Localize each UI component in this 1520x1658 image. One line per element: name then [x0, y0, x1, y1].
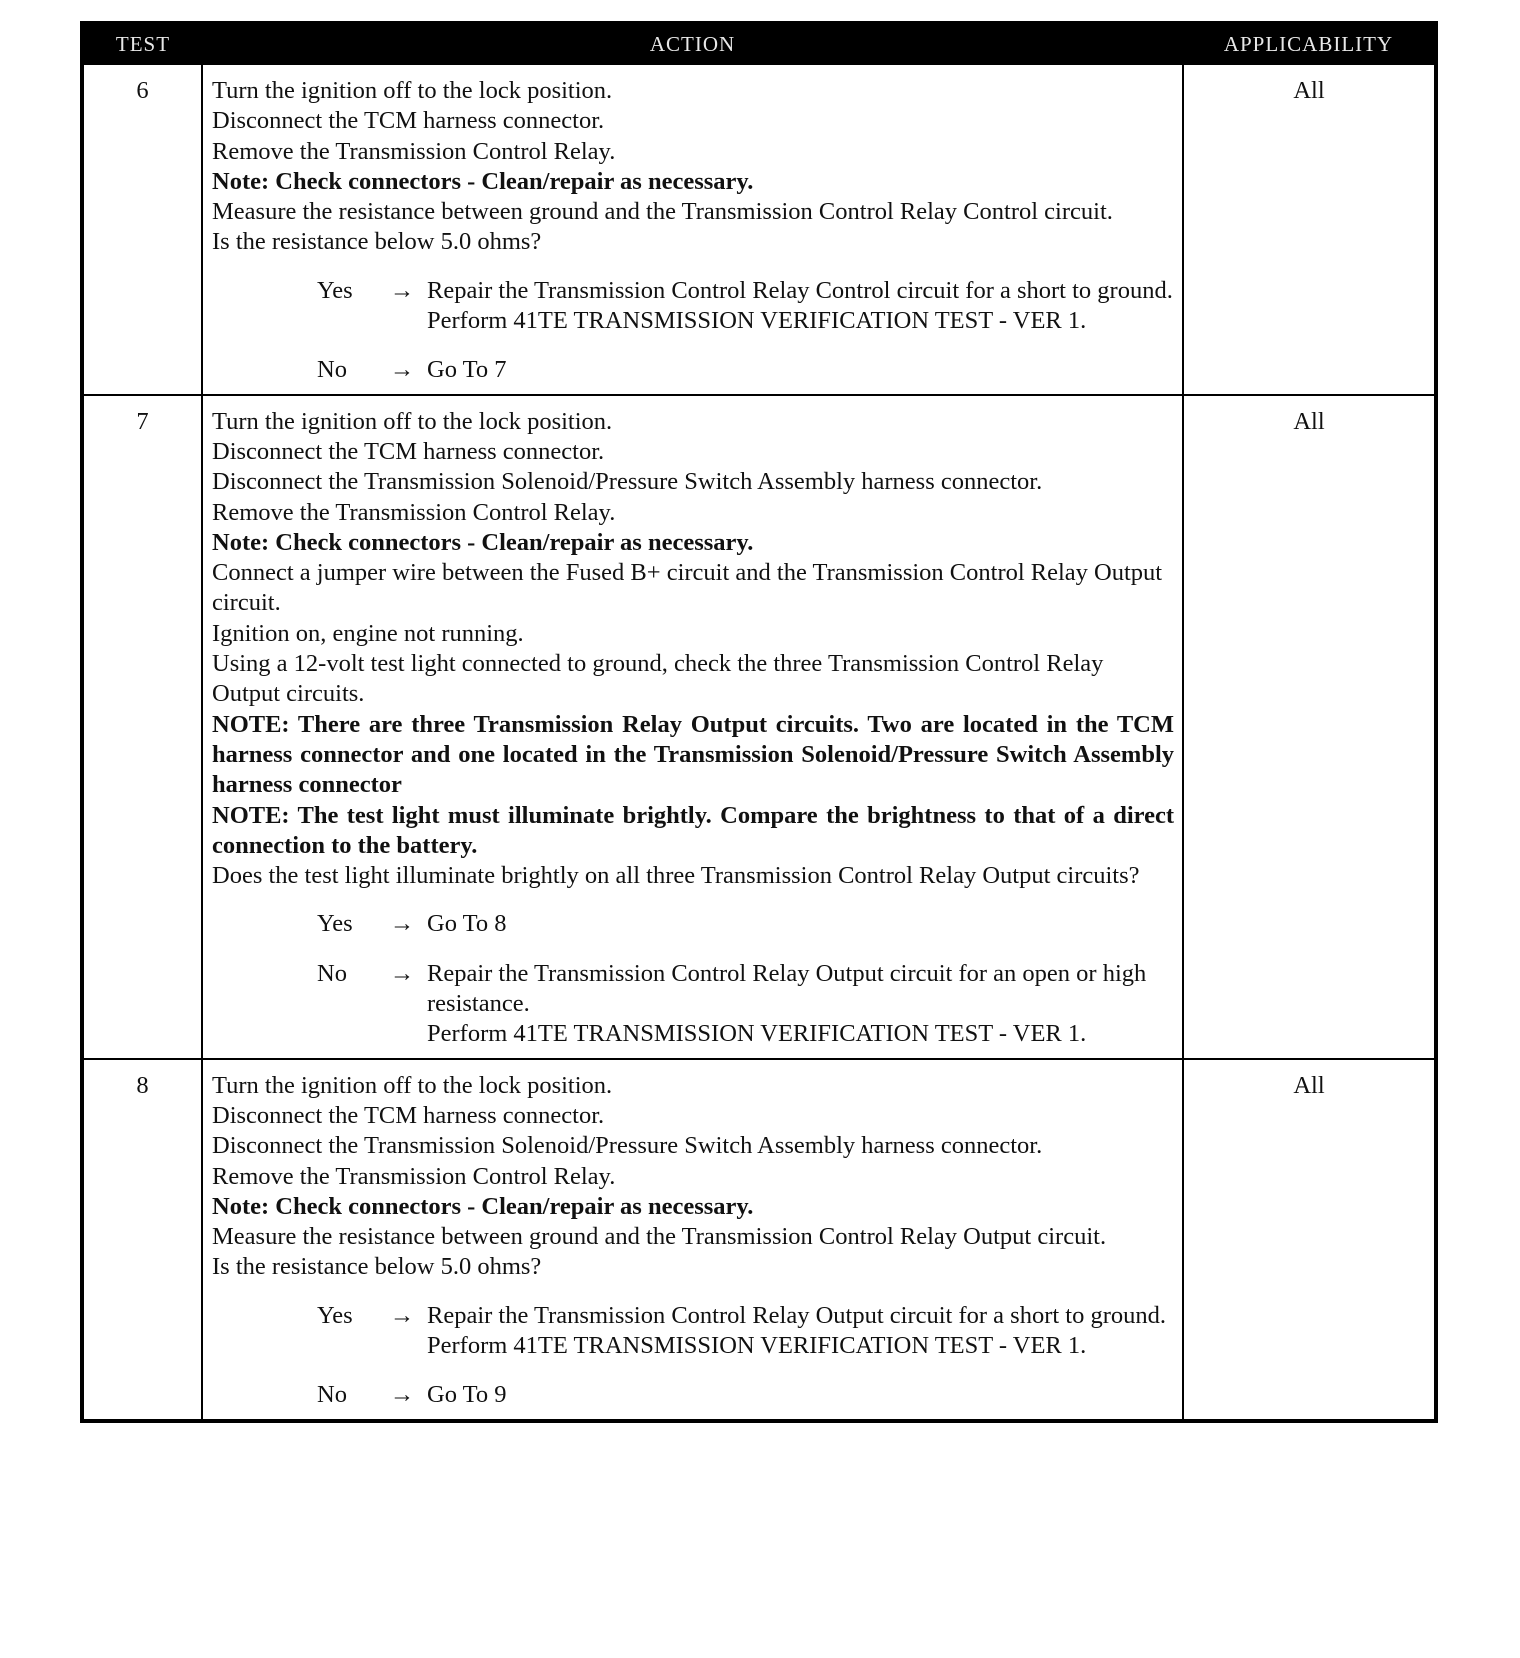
answer-label: No — [317, 356, 347, 384]
answer-label: Yes — [317, 910, 353, 938]
arrow-icon: → — [389, 1301, 415, 1329]
answer-text — [427, 276, 1174, 337]
action-question: Does the test light illuminate brightly on all three Transmission Control Relay Output circuits? — [212, 862, 1140, 890]
action-step: Remove the Transmission Control Relay. — [212, 137, 616, 165]
action-cell — [202, 1059, 1183, 1421]
action-step: Measure the resistance between ground and the Transmission Control Relay Output circuit. — [212, 1223, 1107, 1251]
action-step: Ignition on, engine not running. — [212, 619, 524, 647]
answer-line: Go To 7 — [427, 356, 507, 384]
answer-text — [427, 1380, 1174, 1410]
action-cell — [202, 395, 1183, 1059]
answer-list — [212, 276, 1174, 386]
test-number: 7 — [82, 395, 202, 1059]
answer-line: Repair the Transmission Control Relay Control circuit for a short to ground. — [427, 276, 1173, 304]
action-step: Disconnect the TCM harness connector. — [212, 437, 605, 465]
applicability-value: All — [1183, 395, 1436, 1059]
applicability-value: All — [1183, 64, 1436, 395]
test-number: 6 — [82, 64, 202, 395]
arrow-icon: → — [389, 276, 415, 304]
action-step: Connect a jumper wire between the Fused B+ circuit and the Transmission Control Relay Output circuit. — [212, 559, 1163, 617]
action-question: Is the resistance below 5.0 ohms? — [212, 1253, 542, 1281]
action-step: Remove the Transmission Control Relay. — [212, 1162, 616, 1190]
table-row — [82, 1059, 1436, 1421]
answer-yes — [212, 909, 1174, 939]
action-step: Disconnect the TCM harness connector. — [212, 1101, 605, 1129]
answer-line: Perform 41TE TRANSMISSION VERIFICATION TEST - VER 1. — [427, 1020, 1087, 1048]
action-note: Note: Check connectors - Clean/repair as necessary. — [212, 528, 754, 556]
action-step: Turn the ignition off to the lock position. — [212, 407, 613, 435]
answer-no — [212, 355, 1174, 385]
action-cell — [202, 64, 1183, 395]
answer-line: Repair the Transmission Control Relay Output circuit for a short to ground. — [427, 1301, 1167, 1329]
answer-text — [427, 909, 1174, 939]
arrow-icon: → — [389, 356, 415, 384]
arrow-icon: → — [389, 959, 415, 987]
action-step: Disconnect the Transmission Solenoid/Pressure Switch Assembly harness connector. — [212, 1132, 1043, 1160]
action-note: Note: Check connectors - Clean/repair as necessary. — [212, 1192, 754, 1220]
arrow-icon: → — [389, 1381, 415, 1409]
action-step: Remove the Transmission Control Relay. — [212, 498, 616, 526]
answer-text — [427, 355, 1174, 385]
header-test: TEST — [82, 23, 202, 64]
action-step: Disconnect the Transmission Solenoid/Pressure Switch Assembly harness connector. — [212, 468, 1043, 496]
header-applicability: APPLICABILITY — [1183, 23, 1436, 64]
answer-line: Perform 41TE TRANSMISSION VERIFICATION TEST - VER 1. — [427, 1331, 1087, 1359]
answer-line: Perform 41TE TRANSMISSION VERIFICATION TEST - VER 1. — [427, 307, 1087, 335]
answer-line: Repair the Transmission Control Relay Output circuit for an open or high resistance. — [427, 959, 1147, 1018]
action-step: Disconnect the TCM harness connector. — [212, 107, 605, 135]
answer-list — [212, 909, 1174, 1049]
answer-no — [212, 1380, 1174, 1410]
action-note: NOTE: There are three Transmission Relay Output circuits. Two are located in the TCM harness connector and one located in the Transmission Solenoid/Pressure Switch Assembly harness connector — [212, 710, 1174, 799]
answer-line: Go To 8 — [427, 910, 507, 938]
action-question: Is the resistance below 5.0 ohms? — [212, 228, 542, 256]
answer-label: No — [317, 1381, 347, 1409]
answer-list — [212, 1301, 1174, 1411]
answer-label: Yes — [317, 276, 353, 304]
answer-label: Yes — [317, 1301, 353, 1329]
answer-line: Go To 9 — [427, 1381, 507, 1409]
answer-yes — [212, 276, 1174, 337]
answer-yes — [212, 1301, 1174, 1362]
answer-label: No — [317, 959, 347, 987]
action-step: Using a 12-volt test light connected to ground, check the three Transmission Control Relay Output circuits. — [212, 650, 1104, 708]
action-step: Turn the ignition off to the lock position. — [212, 77, 613, 104]
test-number: 8 — [82, 1059, 202, 1421]
action-note: NOTE: The test light must illuminate brightly. Compare the brightness to that of a direct connection to the battery. — [212, 801, 1174, 859]
table-header-row — [82, 23, 1436, 64]
answer-no — [212, 959, 1174, 1050]
applicability-value: All — [1183, 1059, 1436, 1421]
table-row — [82, 64, 1436, 395]
action-step: Turn the ignition off to the lock position. — [212, 1071, 613, 1099]
table-row — [82, 395, 1436, 1059]
action-note: Note: Check connectors - Clean/repair as necessary. — [212, 167, 754, 195]
answer-text — [427, 959, 1174, 1050]
diagnostic-test-table — [80, 21, 1438, 1423]
answer-text — [427, 1301, 1174, 1362]
header-action: ACTION — [202, 23, 1183, 64]
arrow-icon: → — [389, 910, 415, 938]
action-step: Measure the resistance between ground and the Transmission Control Relay Control circuit. — [212, 198, 1113, 226]
